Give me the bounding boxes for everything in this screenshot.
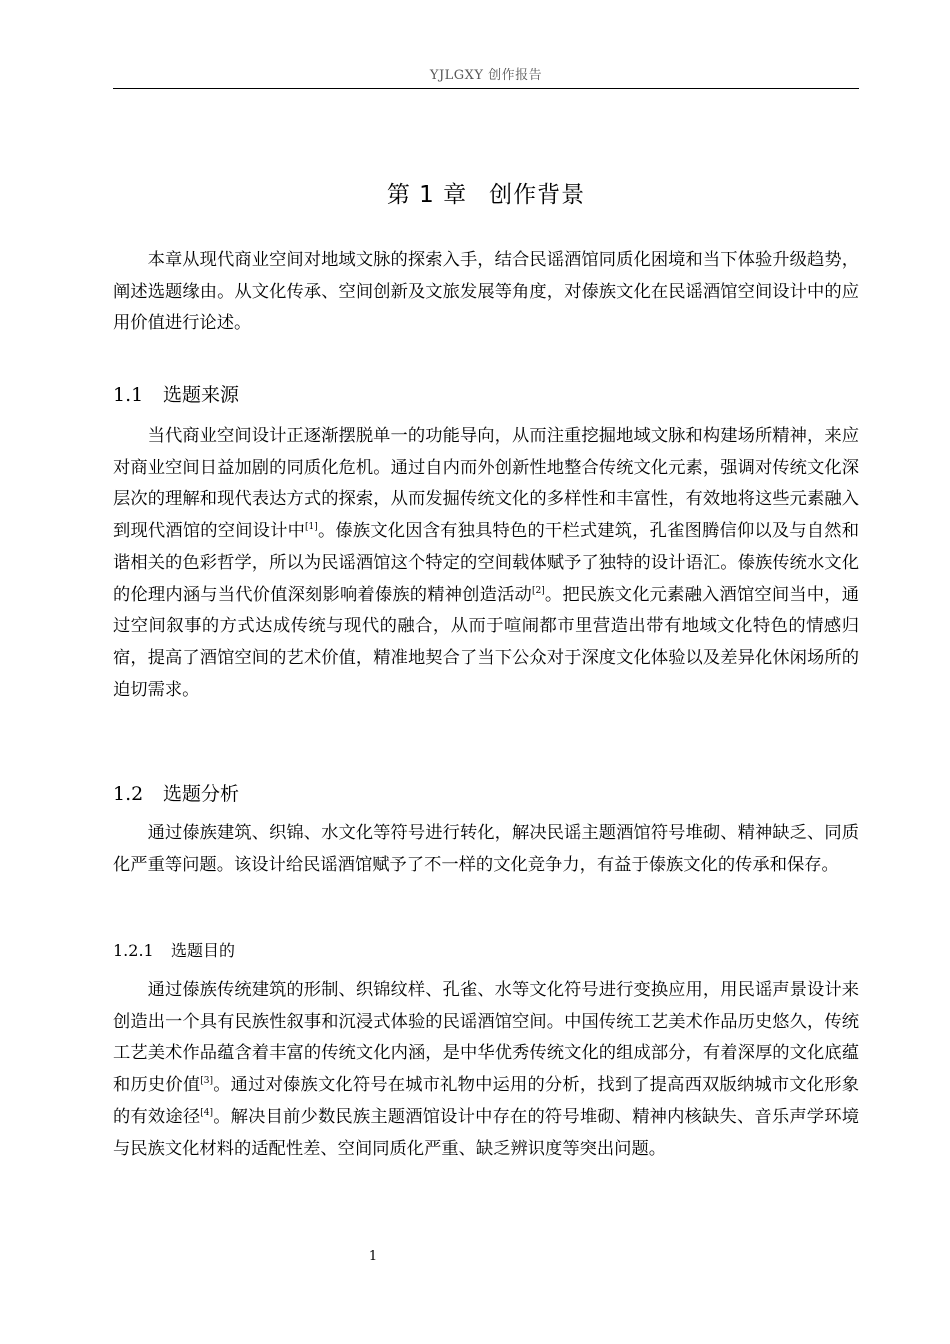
section-number: 1.2 (113, 783, 144, 805)
paragraph-text: 。傣族文化因含有独具特色的干栏式建筑，孔雀图腾信仰以及与自然和谐相关的色彩哲学，所以为民谣酒馆这个特定的空间载体赋予了独特的设计语汇。傣族传统水文化的伦理内涵与当代价值深刻影响着傣族的精神创造活动 (113, 521, 859, 605)
section-1-2-1-paragraph (113, 975, 859, 1165)
chapter-intro-paragraph: 本章从现代商业空间对地域文脉的探索入手，结合民谣酒馆同质化困境和当下体验升级趋势，阐述选题缘由。从文化传承、空间创新及文旅发展等角度，对傣族文化在民谣酒馆空间设计中的应用价值进行论述。 (113, 250, 859, 334)
section-heading-1-1 (113, 380, 859, 407)
citation-ref: [4] (200, 1107, 214, 1118)
chapter-title (113, 176, 859, 209)
section-1-2-paragraph: 通过傣族建筑、织锦、水文化等符号进行转化，解决民谣主题酒馆符号堆砌、精神缺乏、同质化严重等问题。该设计给民谣酒馆赋予了不一样的文化竞争力，有益于傣族文化的传承和保存。 (113, 823, 859, 875)
subsection-number: 1.2.1 (113, 941, 154, 960)
citation-ref: [3] (200, 1076, 214, 1087)
chapter-number: 第 1 章 (386, 182, 468, 208)
citation-ref: [2] (531, 585, 545, 596)
paragraph-text: 。把民族文化元素融入酒馆空间当中，通过空间叙事的方式达成传统与现代的融合，从而于喧闹都市里营造出带有地域文化特色的情感归宿，提高了酒馆空间的艺术价值，精准地契合了当下公众对于深度文化体验以及差异化休闲场所的迫切需求。 (113, 584, 859, 700)
paragraph-text: 。解决目前少数民族主题酒馆设计中存在的符号堆砌、精神内核缺失、音乐声学环境与民族文化材料的适配性差、空间同质化严重、缺乏辨识度等突出问题。 (113, 1106, 859, 1159)
paragraph-text: 通过傣族传统建筑的形制、织锦纹样、孔雀、水等文化符号进行变换应用，用民谣声景设计来创造出一个具有民族性叙事和沉浸式体验的民谣酒馆空间。中国传统工艺美术作品历史悠久，传统工艺美术作品蕴含着丰富的传统文化内涵，是中华优秀传统文化的组成部分，有着深厚的文化底蕴和历史价值 (113, 980, 859, 1096)
section-1-1-paragraph (113, 421, 859, 706)
section-title: 选题来源 (163, 384, 240, 406)
paragraph-text: 当代商业空间设计正逐渐摆脱单一的功能导向，从而注重挖掘地域文脉和构建场所精神，来应对商业空间日益加剧的同质化危机。通过自内而外创新性地整合传统文化元素，强调对传统文化深层次的理解和现代表达方式的探索，从而发掘传统文化的多样性和丰富性，有效地将这些元素融入到现代酒馆的空间设计中 (113, 426, 859, 542)
citation-ref: [1] (305, 522, 318, 533)
paragraph-text: 。通过对傣族文化符号在城市礼物中运用的分析，找到了提高西双版纳城市文化形象的有效途径 (113, 1075, 859, 1127)
section-number: 1.1 (113, 384, 144, 406)
page-number: 1 (368, 1249, 378, 1264)
subsection-heading-1-2-1 (113, 938, 859, 961)
section-heading-1-2 (113, 779, 859, 806)
chapter-name: 创作背景 (489, 182, 586, 208)
running-header: YJLGXY 创作报告 (429, 68, 543, 83)
subsection-title: 选题目的 (171, 941, 236, 960)
header-rule (113, 88, 859, 89)
section-title: 选题分析 (163, 783, 240, 805)
